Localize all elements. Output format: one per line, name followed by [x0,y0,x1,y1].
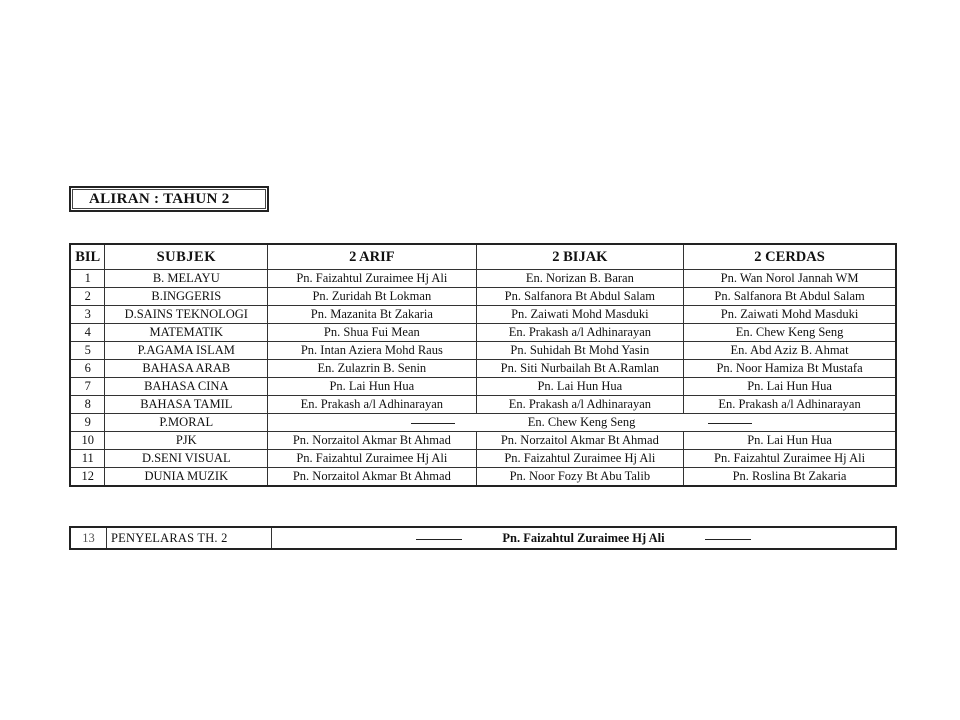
teacher-cerdas: Pn. Salfanora Bt Abdul Salam [684,288,896,306]
teacher-cerdas: Pn. Wan Norol Jannah WM [684,270,896,288]
teacher-bijak: En. Prakash a/l Adhinarayan [476,324,684,342]
row-number: 6 [70,360,105,378]
table-row [70,360,896,378]
table-row [70,342,896,360]
teacher-arif: Pn. Mazanita Bt Zakaria [268,306,477,324]
teacher-arif: En. Zulazrin B. Senin [268,360,477,378]
teacher-bijak: Pn. Suhidah Bt Mohd Yasin [476,342,684,360]
subject-cell: B. MELAYU [105,270,268,288]
merged-teacher-cell [268,414,896,432]
teacher-assignment-table [69,243,897,487]
subject-cell: D.SENI VISUAL [105,450,268,468]
table-row [70,468,896,487]
header-2-bijak: 2 BIJAK [476,244,684,270]
teacher-arif: Pn. Lai Hun Hua [268,378,477,396]
table-body [70,270,896,487]
teacher-cerdas: Pn. Lai Hun Hua [684,378,896,396]
coordinator-table [69,526,897,550]
table-row [70,288,896,306]
subject-cell: DUNIA MUZIK [105,468,268,487]
dash-left [411,423,455,424]
subject-cell: MATEMATIK [105,324,268,342]
stream-title-box [69,186,269,212]
dash-right [708,423,752,424]
row-number: 12 [70,468,105,487]
row-number: 9 [70,414,105,432]
row-number: 3 [70,306,105,324]
subject-cell: PJK [105,432,268,450]
teacher-cerdas: Pn. Lai Hun Hua [684,432,896,450]
coordinator-label: PENYELARAS TH. 2 [107,527,272,549]
coordinator-name: Pn. Faizahtul Zuraimee Hj Ali [502,531,665,545]
subject-cell: D.SAINS TEKNOLOGI [105,306,268,324]
teacher-arif: Pn. Norzaitol Akmar Bt Ahmad [268,468,477,487]
header-subjek: SUBJEK [105,244,268,270]
row-number: 4 [70,324,105,342]
teacher-cerdas: Pn. Zaiwati Mohd Masduki [684,306,896,324]
coordinator-number: 13 [70,527,107,549]
teacher-bijak: En. Norizan B. Baran [476,270,684,288]
row-number: 5 [70,342,105,360]
row-number: 1 [70,270,105,288]
row-number: 8 [70,396,105,414]
row-number: 11 [70,450,105,468]
teacher-bijak: Pn. Faizahtul Zuraimee Hj Ali [476,450,684,468]
header-2-arif: 2 ARIF [268,244,477,270]
teacher-arif: Pn. Faizahtul Zuraimee Hj Ali [268,450,477,468]
merged-teacher-name: En. Chew Keng Seng [527,415,636,429]
table-row [70,450,896,468]
table-row-merged [70,414,896,432]
teacher-cerdas: Pn. Roslina Bt Zakaria [684,468,896,487]
dash-right [705,539,751,540]
subject-cell: BAHASA ARAB [105,360,268,378]
table-row [70,396,896,414]
row-number: 10 [70,432,105,450]
teacher-bijak: Pn. Salfanora Bt Abdul Salam [476,288,684,306]
teacher-arif: Pn. Norzaitol Akmar Bt Ahmad [268,432,477,450]
teacher-arif: Pn. Shua Fui Mean [268,324,477,342]
table-row [70,324,896,342]
teacher-cerdas: Pn. Faizahtul Zuraimee Hj Ali [684,450,896,468]
subject-cell: BAHASA TAMIL [105,396,268,414]
row-number: 2 [70,288,105,306]
subject-cell: P.MORAL [105,414,268,432]
teacher-arif: Pn. Zuridah Bt Lokman [268,288,477,306]
header-bil: BIL [70,244,105,270]
table-row [70,306,896,324]
stream-title: ALIRAN : TAHUN 2 [89,191,230,207]
teacher-bijak: Pn. Zaiwati Mohd Masduki [476,306,684,324]
header-2-cerdas: 2 CERDAS [684,244,896,270]
coordinator-name-cell [272,527,897,549]
teacher-bijak: En. Prakash a/l Adhinarayan [476,396,684,414]
teacher-cerdas: En. Abd Aziz B. Ahmat [684,342,896,360]
teacher-arif: En. Prakash a/l Adhinarayan [268,396,477,414]
table-row [70,270,896,288]
table-row [70,378,896,396]
subject-cell: BAHASA CINA [105,378,268,396]
teacher-bijak: Pn. Siti Nurbailah Bt A.Ramlan [476,360,684,378]
coordinator-row [70,527,896,549]
teacher-bijak: Pn. Lai Hun Hua [476,378,684,396]
row-number: 7 [70,378,105,396]
teacher-cerdas: En. Chew Keng Seng [684,324,896,342]
teacher-bijak: Pn. Noor Fozy Bt Abu Talib [476,468,684,487]
table-row [70,432,896,450]
dash-left [416,539,462,540]
teacher-arif: Pn. Intan Aziera Mohd Raus [268,342,477,360]
teacher-cerdas: En. Prakash a/l Adhinarayan [684,396,896,414]
table-header-row [70,244,896,270]
teacher-bijak: Pn. Norzaitol Akmar Bt Ahmad [476,432,684,450]
teacher-arif: Pn. Faizahtul Zuraimee Hj Ali [268,270,477,288]
subject-cell: B.INGGERIS [105,288,268,306]
subject-cell: P.AGAMA ISLAM [105,342,268,360]
teacher-cerdas: Pn. Noor Hamiza Bt Mustafa [684,360,896,378]
